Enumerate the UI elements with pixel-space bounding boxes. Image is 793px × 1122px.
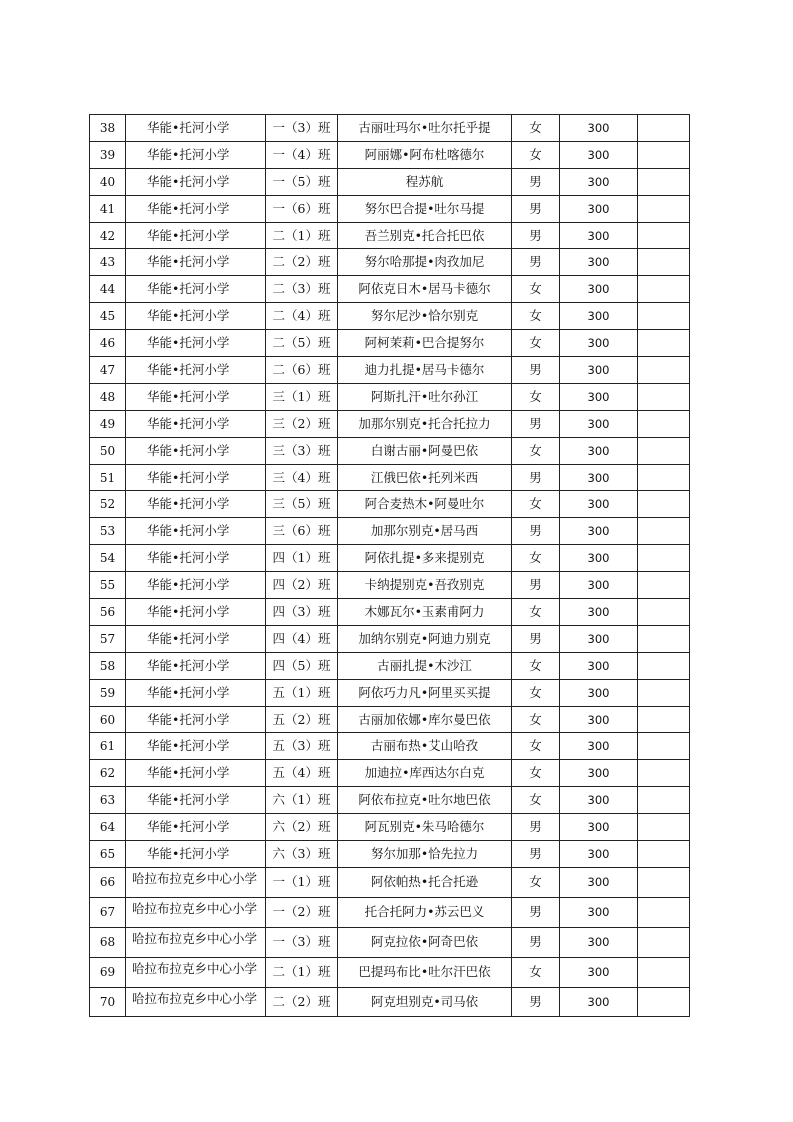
gender-cell: 男: [512, 168, 560, 195]
class-cell: 五（2）班: [266, 706, 338, 733]
note-cell: [638, 276, 690, 303]
student-name-cell: 托合托阿力•苏云巴义: [338, 897, 512, 927]
gender-cell: 女: [512, 437, 560, 464]
table-row: [90, 222, 690, 249]
row-number-cell: 57: [90, 625, 126, 652]
school-cell: 华能•托河小学: [126, 383, 266, 410]
gender-cell: 男: [512, 222, 560, 249]
school-cell: 华能•托河小学: [126, 410, 266, 437]
row-number-cell: 62: [90, 760, 126, 787]
amount-cell: 300: [560, 303, 638, 330]
note-cell: [638, 927, 690, 957]
table-row: [90, 491, 690, 518]
table-row: [90, 276, 690, 303]
table-row: [90, 927, 690, 957]
amount-cell: 300: [560, 760, 638, 787]
school-cell: 华能•托河小学: [126, 195, 266, 222]
student-name-cell: 白谢古丽•阿曼巴依: [338, 437, 512, 464]
student-name-cell: 努尔尼沙•恰尔别克: [338, 303, 512, 330]
class-cell: 三（1）班: [266, 383, 338, 410]
gender-cell: 女: [512, 545, 560, 572]
gender-cell: 女: [512, 706, 560, 733]
student-name-cell: 卡纳提别克•吾孜别克: [338, 572, 512, 599]
note-cell: [638, 195, 690, 222]
amount-cell: 300: [560, 357, 638, 384]
student-name-cell: 阿依巧力凡•阿里买买提: [338, 679, 512, 706]
row-number-cell: 67: [90, 897, 126, 927]
table-row: [90, 814, 690, 841]
gender-cell: 男: [512, 518, 560, 545]
gender-cell: 男: [512, 987, 560, 1017]
table-row: [90, 410, 690, 437]
gender-cell: 女: [512, 679, 560, 706]
note-cell: [638, 867, 690, 897]
gender-cell: 男: [512, 249, 560, 276]
table-row: [90, 168, 690, 195]
amount-cell: 300: [560, 168, 638, 195]
class-cell: 三（2）班: [266, 410, 338, 437]
note-cell: [638, 787, 690, 814]
gender-cell: 女: [512, 787, 560, 814]
school-cell: [126, 927, 266, 957]
student-name-cell: 迪力扎提•居马卡德尔: [338, 357, 512, 384]
roster-body: [90, 115, 690, 1017]
school-cell: 华能•托河小学: [126, 464, 266, 491]
class-cell: 一（6）班: [266, 195, 338, 222]
student-name-cell: 阿克坦别克•司马依: [338, 987, 512, 1017]
amount-cell: 300: [560, 814, 638, 841]
row-number-cell: 41: [90, 195, 126, 222]
gender-cell: 女: [512, 599, 560, 626]
student-name-cell: 阿瓦别克•朱马哈德尔: [338, 814, 512, 841]
student-name-cell: 古丽布热•艾山哈孜: [338, 733, 512, 760]
school-name: 哈拉布拉克乡中心小学: [132, 930, 258, 946]
amount-cell: 300: [560, 897, 638, 927]
amount-cell: 300: [560, 733, 638, 760]
amount-cell: 300: [560, 787, 638, 814]
gender-cell: 男: [512, 572, 560, 599]
row-number-cell: 52: [90, 491, 126, 518]
class-cell: 二（4）班: [266, 303, 338, 330]
gender-cell: 女: [512, 652, 560, 679]
table-row: [90, 249, 690, 276]
gender-cell: 男: [512, 927, 560, 957]
gender-cell: 女: [512, 491, 560, 518]
student-name-cell: 木娜瓦尔•玉素甫阿力: [338, 599, 512, 626]
row-number-cell: 53: [90, 518, 126, 545]
row-number-cell: 59: [90, 679, 126, 706]
row-number-cell: 42: [90, 222, 126, 249]
gender-cell: 女: [512, 303, 560, 330]
student-name-cell: 巴提玛布比•吐尔汗巴依: [338, 957, 512, 987]
row-number-cell: 44: [90, 276, 126, 303]
table-row: [90, 987, 690, 1017]
amount-cell: 300: [560, 572, 638, 599]
student-name-cell: 古丽扎提•木沙江: [338, 652, 512, 679]
gender-cell: 女: [512, 867, 560, 897]
student-name-cell: 阿依帕热•托合托逊: [338, 867, 512, 897]
table-row: [90, 303, 690, 330]
class-cell: 四（4）班: [266, 625, 338, 652]
note-cell: [638, 357, 690, 384]
class-cell: 二（1）班: [266, 957, 338, 987]
class-cell: 五（3）班: [266, 733, 338, 760]
note-cell: [638, 652, 690, 679]
table-row: [90, 867, 690, 897]
school-cell: 华能•托河小学: [126, 518, 266, 545]
student-name-cell: 努尔加那•恰先拉力: [338, 841, 512, 868]
gender-cell: 女: [512, 760, 560, 787]
amount-cell: 300: [560, 545, 638, 572]
amount-cell: 300: [560, 383, 638, 410]
note-cell: [638, 814, 690, 841]
class-cell: 六（2）班: [266, 814, 338, 841]
class-cell: 一（1）班: [266, 867, 338, 897]
class-cell: 三（4）班: [266, 464, 338, 491]
student-name-cell: 古丽吐玛尔•吐尔托乎提: [338, 115, 512, 142]
class-cell: 三（6）班: [266, 518, 338, 545]
note-cell: [638, 599, 690, 626]
table-row: [90, 760, 690, 787]
note-cell: [638, 410, 690, 437]
row-number-cell: 68: [90, 927, 126, 957]
table-row: [90, 330, 690, 357]
student-name-cell: 阿依克日木•居马卡德尔: [338, 276, 512, 303]
student-name-cell: 加纳尔别克•阿迪力别克: [338, 625, 512, 652]
note-cell: [638, 491, 690, 518]
row-number-cell: 63: [90, 787, 126, 814]
student-name-cell: 阿克拉依•阿奇巴依: [338, 927, 512, 957]
school-cell: 华能•托河小学: [126, 841, 266, 868]
student-name-cell: 古丽加依娜•库尔曼巴依: [338, 706, 512, 733]
amount-cell: 300: [560, 410, 638, 437]
school-cell: 华能•托河小学: [126, 652, 266, 679]
row-number-cell: 55: [90, 572, 126, 599]
note-cell: [638, 330, 690, 357]
table-row: [90, 841, 690, 868]
table-row: [90, 357, 690, 384]
note-cell: [638, 141, 690, 168]
class-cell: 六（3）班: [266, 841, 338, 868]
gender-cell: 男: [512, 625, 560, 652]
table-row: [90, 897, 690, 927]
student-name-cell: 江俄巴依•托列米西: [338, 464, 512, 491]
student-name-cell: 加那尔别克•托合托拉力: [338, 410, 512, 437]
student-name-cell: 加那尔别克•居马西: [338, 518, 512, 545]
gender-cell: 男: [512, 357, 560, 384]
school-cell: 华能•托河小学: [126, 249, 266, 276]
row-number-cell: 51: [90, 464, 126, 491]
school-cell: 华能•托河小学: [126, 437, 266, 464]
class-cell: 四（2）班: [266, 572, 338, 599]
school-cell: 华能•托河小学: [126, 706, 266, 733]
note-cell: [638, 625, 690, 652]
school-cell: 华能•托河小学: [126, 814, 266, 841]
row-number-cell: 70: [90, 987, 126, 1017]
school-cell: 华能•托河小学: [126, 733, 266, 760]
table-row: [90, 195, 690, 222]
class-cell: 一（4）班: [266, 141, 338, 168]
school-cell: 华能•托河小学: [126, 222, 266, 249]
school-cell: 华能•托河小学: [126, 357, 266, 384]
student-name-cell: 阿斯扎汗•吐尔孙江: [338, 383, 512, 410]
school-cell: 华能•托河小学: [126, 168, 266, 195]
note-cell: [638, 464, 690, 491]
row-number-cell: 50: [90, 437, 126, 464]
class-cell: 一（3）班: [266, 115, 338, 142]
note-cell: [638, 679, 690, 706]
amount-cell: 300: [560, 464, 638, 491]
class-cell: 一（5）班: [266, 168, 338, 195]
amount-cell: 300: [560, 706, 638, 733]
row-number-cell: 48: [90, 383, 126, 410]
class-cell: 三（5）班: [266, 491, 338, 518]
school-cell: 华能•托河小学: [126, 491, 266, 518]
note-cell: [638, 572, 690, 599]
student-name-cell: 阿依布拉克•吐尔地巴依: [338, 787, 512, 814]
class-cell: 二（1）班: [266, 222, 338, 249]
school-cell: 华能•托河小学: [126, 625, 266, 652]
class-cell: 二（6）班: [266, 357, 338, 384]
amount-cell: 300: [560, 679, 638, 706]
student-name-cell: 努尔巴合提•吐尔马提: [338, 195, 512, 222]
note-cell: [638, 957, 690, 987]
school-cell: 华能•托河小学: [126, 679, 266, 706]
school-cell: 华能•托河小学: [126, 599, 266, 626]
amount-cell: 300: [560, 625, 638, 652]
gender-cell: 女: [512, 330, 560, 357]
table-row: [90, 437, 690, 464]
note-cell: [638, 383, 690, 410]
class-cell: 二（2）班: [266, 249, 338, 276]
gender-cell: 女: [512, 276, 560, 303]
table-row: [90, 383, 690, 410]
school-name: 哈拉布拉克乡中心小学: [132, 870, 258, 886]
student-name-cell: 努尔哈那提•肉孜加尼: [338, 249, 512, 276]
school-cell: 华能•托河小学: [126, 760, 266, 787]
school-cell: 华能•托河小学: [126, 787, 266, 814]
school-name: 哈拉布拉克乡中心小学: [132, 990, 258, 1006]
note-cell: [638, 518, 690, 545]
table-row: [90, 545, 690, 572]
row-number-cell: 47: [90, 357, 126, 384]
table-row: [90, 679, 690, 706]
school-cell: [126, 897, 266, 927]
amount-cell: 300: [560, 222, 638, 249]
school-cell: 华能•托河小学: [126, 276, 266, 303]
note-cell: [638, 733, 690, 760]
table-row: [90, 625, 690, 652]
class-cell: 五（1）班: [266, 679, 338, 706]
amount-cell: 300: [560, 867, 638, 897]
note-cell: [638, 760, 690, 787]
class-cell: 四（3）班: [266, 599, 338, 626]
row-number-cell: 38: [90, 115, 126, 142]
table-row: [90, 141, 690, 168]
amount-cell: 300: [560, 437, 638, 464]
amount-cell: 300: [560, 249, 638, 276]
row-number-cell: 45: [90, 303, 126, 330]
class-cell: 四（1）班: [266, 545, 338, 572]
gender-cell: 男: [512, 897, 560, 927]
row-number-cell: 61: [90, 733, 126, 760]
amount-cell: 300: [560, 599, 638, 626]
table-row: [90, 957, 690, 987]
note-cell: [638, 545, 690, 572]
class-cell: 五（4）班: [266, 760, 338, 787]
school-cell: 华能•托河小学: [126, 330, 266, 357]
class-cell: 四（5）班: [266, 652, 338, 679]
table-row: [90, 787, 690, 814]
amount-cell: 300: [560, 957, 638, 987]
row-number-cell: 46: [90, 330, 126, 357]
school-cell: [126, 867, 266, 897]
note-cell: [638, 987, 690, 1017]
row-number-cell: 39: [90, 141, 126, 168]
amount-cell: 300: [560, 841, 638, 868]
note-cell: [638, 249, 690, 276]
student-name-cell: 阿柯茉莉•巴合提努尔: [338, 330, 512, 357]
note-cell: [638, 897, 690, 927]
amount-cell: 300: [560, 115, 638, 142]
gender-cell: 女: [512, 115, 560, 142]
table-row: [90, 706, 690, 733]
amount-cell: 300: [560, 195, 638, 222]
school-cell: 华能•托河小学: [126, 115, 266, 142]
amount-cell: 300: [560, 330, 638, 357]
table-row: [90, 115, 690, 142]
note-cell: [638, 115, 690, 142]
school-name: 哈拉布拉克乡中心小学: [132, 900, 258, 916]
note-cell: [638, 706, 690, 733]
table-row: [90, 652, 690, 679]
amount-cell: 300: [560, 652, 638, 679]
row-number-cell: 60: [90, 706, 126, 733]
gender-cell: 女: [512, 957, 560, 987]
row-number-cell: 66: [90, 867, 126, 897]
class-cell: 一（3）班: [266, 927, 338, 957]
student-name-cell: 程苏航: [338, 168, 512, 195]
row-number-cell: 64: [90, 814, 126, 841]
student-name-cell: 吾兰别克•托合托巴依: [338, 222, 512, 249]
gender-cell: 男: [512, 841, 560, 868]
row-number-cell: 58: [90, 652, 126, 679]
class-cell: 二（5）班: [266, 330, 338, 357]
amount-cell: 300: [560, 491, 638, 518]
class-cell: 二（3）班: [266, 276, 338, 303]
gender-cell: 男: [512, 814, 560, 841]
class-cell: 二（2）班: [266, 987, 338, 1017]
table-row: [90, 599, 690, 626]
student-roster-table: [89, 114, 690, 1017]
gender-cell: 女: [512, 141, 560, 168]
row-number-cell: 43: [90, 249, 126, 276]
student-name-cell: 阿依扎提•多来提别克: [338, 545, 512, 572]
gender-cell: 男: [512, 464, 560, 491]
row-number-cell: 54: [90, 545, 126, 572]
school-cell: 华能•托河小学: [126, 545, 266, 572]
student-name-cell: 阿合麦热木•阿曼吐尔: [338, 491, 512, 518]
class-cell: 一（2）班: [266, 897, 338, 927]
amount-cell: 300: [560, 141, 638, 168]
school-cell: [126, 957, 266, 987]
note-cell: [638, 168, 690, 195]
amount-cell: 300: [560, 987, 638, 1017]
school-cell: 华能•托河小学: [126, 572, 266, 599]
row-number-cell: 49: [90, 410, 126, 437]
amount-cell: 300: [560, 927, 638, 957]
school-cell: 华能•托河小学: [126, 303, 266, 330]
gender-cell: 女: [512, 733, 560, 760]
table-row: [90, 518, 690, 545]
note-cell: [638, 841, 690, 868]
school-cell: [126, 987, 266, 1017]
table-row: [90, 572, 690, 599]
school-name: 哈拉布拉克乡中心小学: [132, 960, 258, 976]
note-cell: [638, 437, 690, 464]
gender-cell: 男: [512, 195, 560, 222]
table-row: [90, 733, 690, 760]
row-number-cell: 65: [90, 841, 126, 868]
class-cell: 三（3）班: [266, 437, 338, 464]
student-name-cell: 加迪拉•库西达尔白克: [338, 760, 512, 787]
row-number-cell: 69: [90, 957, 126, 987]
amount-cell: 300: [560, 518, 638, 545]
note-cell: [638, 303, 690, 330]
row-number-cell: 56: [90, 599, 126, 626]
student-name-cell: 阿丽娜•阿布杜喀德尔: [338, 141, 512, 168]
school-cell: 华能•托河小学: [126, 141, 266, 168]
gender-cell: 男: [512, 410, 560, 437]
row-number-cell: 40: [90, 168, 126, 195]
class-cell: 六（1）班: [266, 787, 338, 814]
note-cell: [638, 222, 690, 249]
gender-cell: 女: [512, 383, 560, 410]
table-row: [90, 464, 690, 491]
amount-cell: 300: [560, 276, 638, 303]
